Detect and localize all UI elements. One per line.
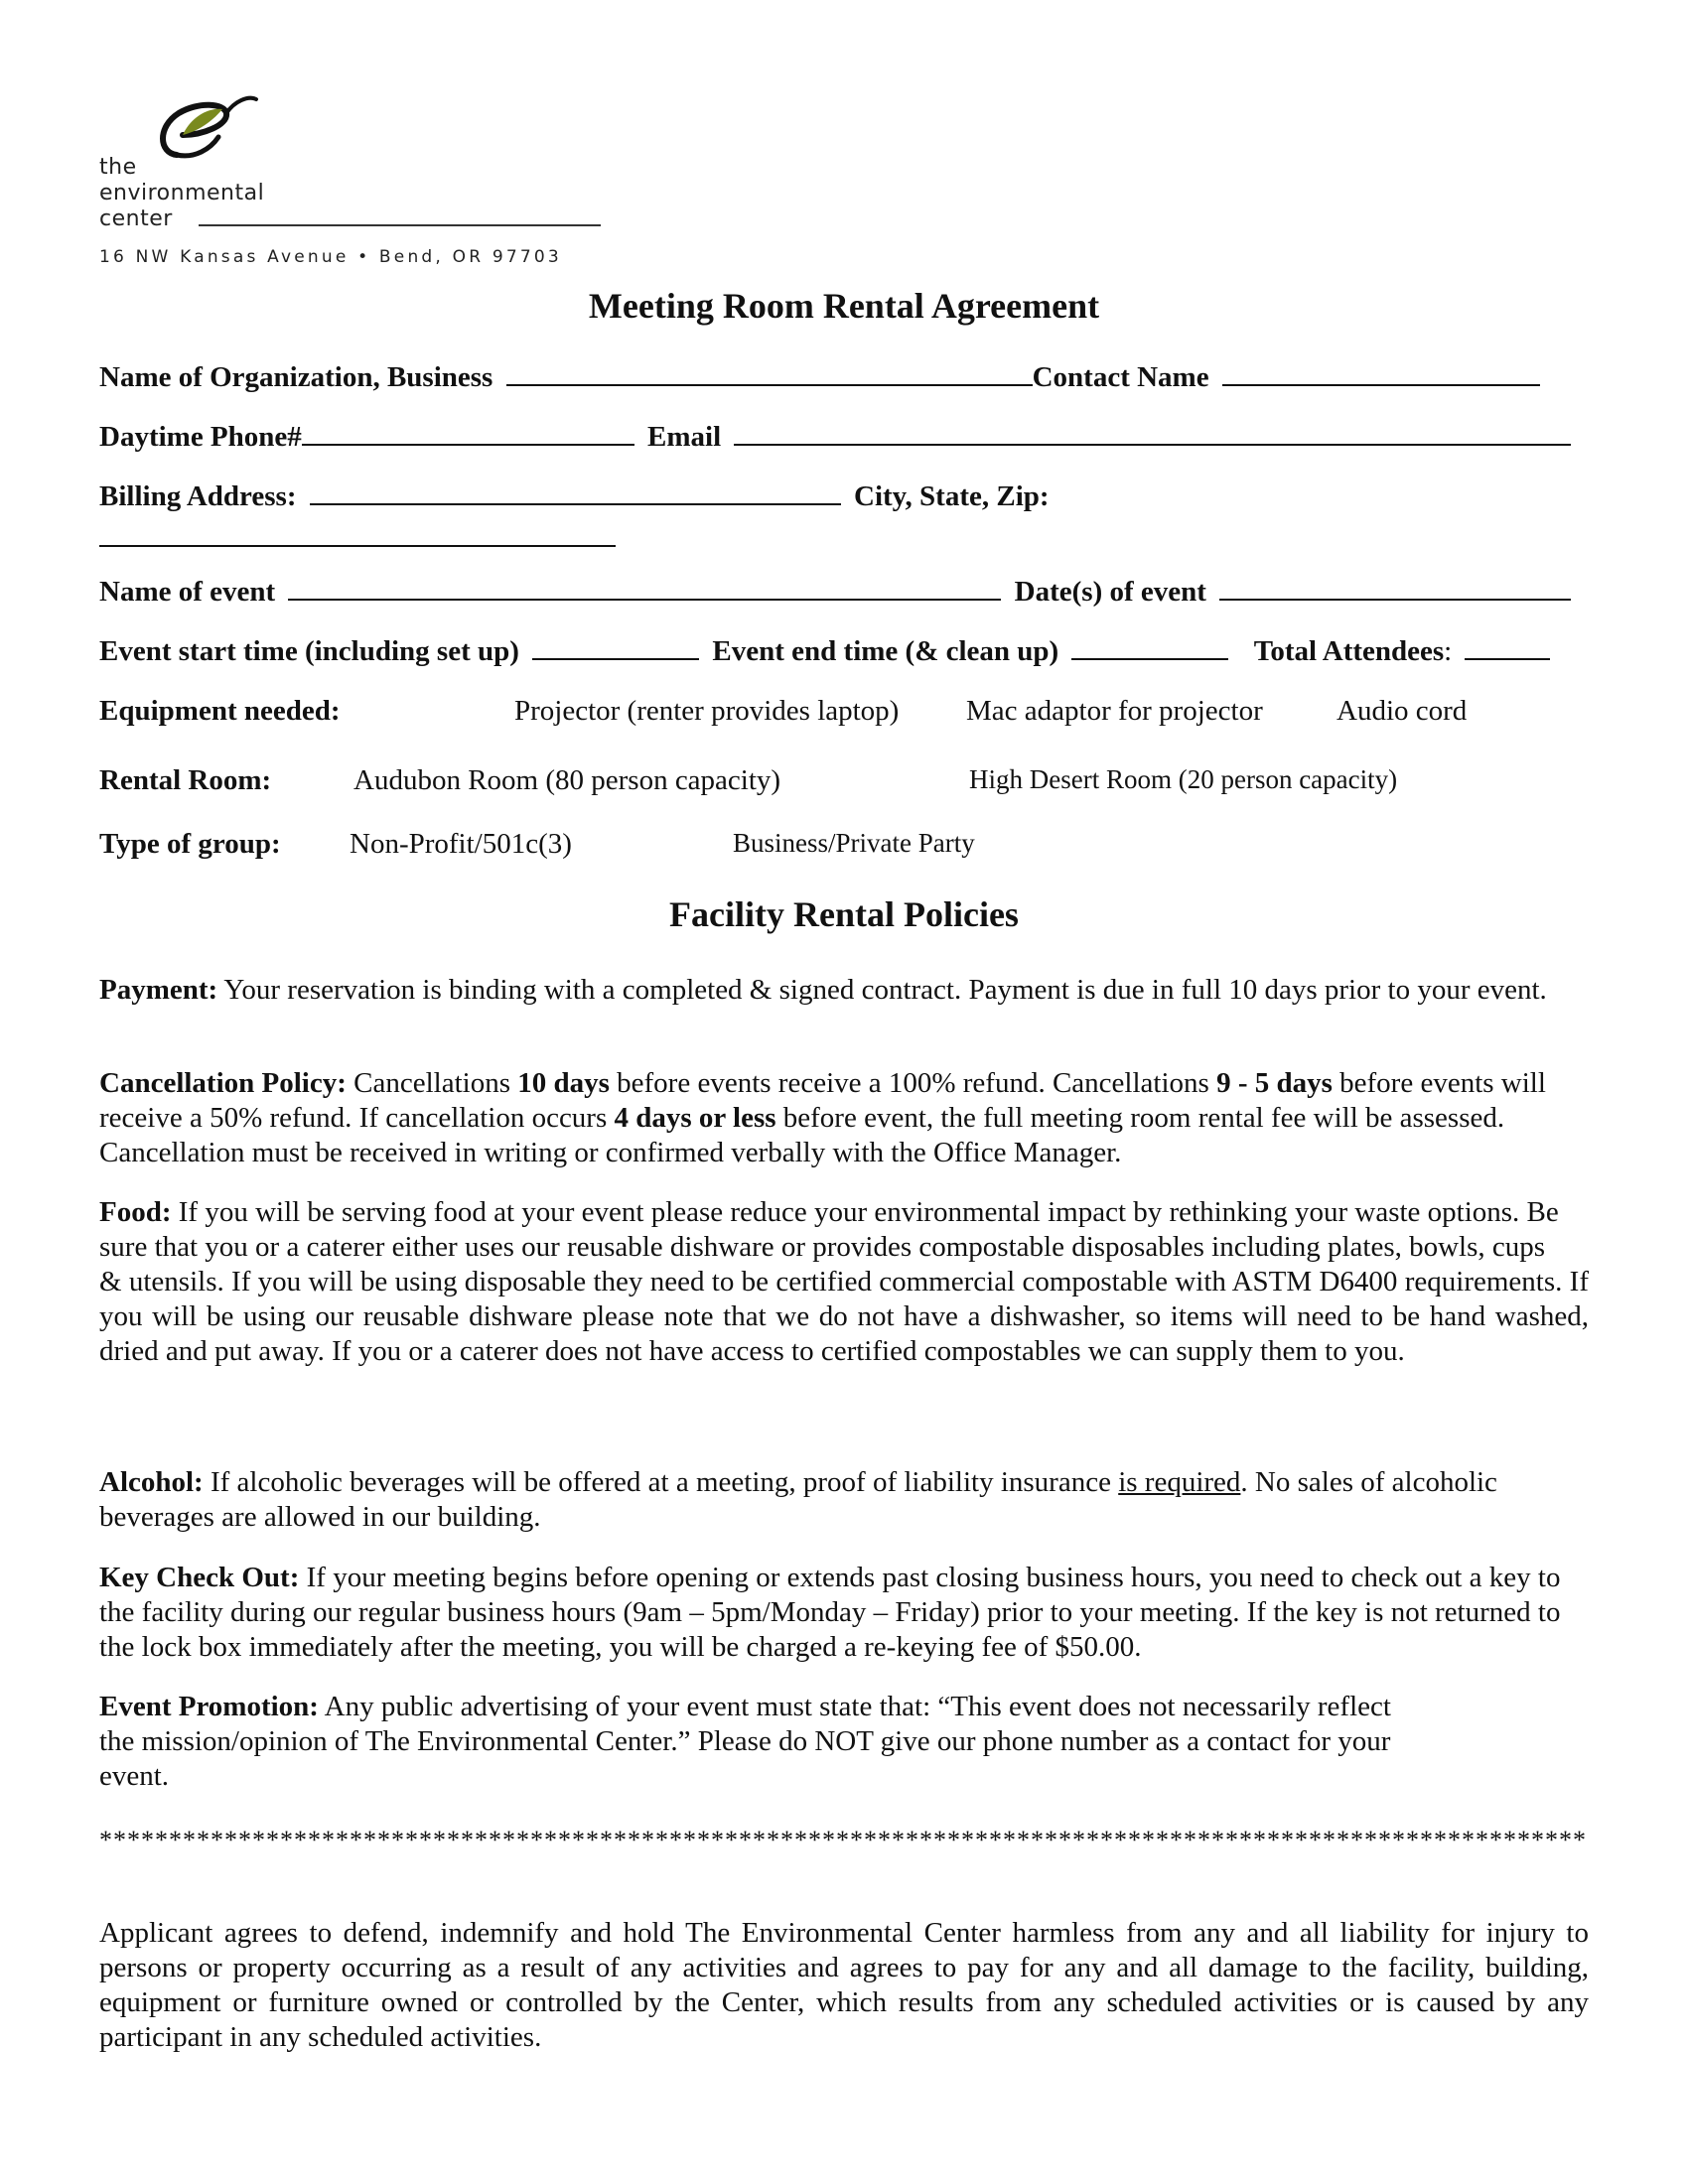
cancellation-emphasis: 9 - 5 days	[1216, 1067, 1333, 1099]
cancellation-text: before events will receive a 50% refund. If cancellation occurs	[99, 1067, 1546, 1134]
equipment-option-mac-adaptor[interactable]: Mac adaptor for projector	[966, 695, 1263, 727]
email-label: Email	[647, 421, 722, 453]
organization-label: Name of Organization, Business	[99, 361, 493, 393]
organization-name	[99, 155, 264, 232]
org-name-line: center	[99, 206, 173, 231]
food-paragraph-first	[99, 1195, 1589, 1265]
email-field[interactable]	[734, 422, 1571, 446]
daytime-phone-field[interactable]	[302, 422, 634, 446]
group-option-business[interactable]: Business/Private Party	[733, 828, 975, 858]
cancellation-text: before event, the full meeting room rental fee will be assessed. Cancellation must be received in writing or confirmed verbally with the Office Manager.	[99, 1102, 1505, 1168]
contact-name-field[interactable]	[1222, 362, 1540, 386]
form-row-phone-email	[99, 421, 1589, 454]
form-row-equipment	[99, 695, 1589, 735]
cancellation-heading: Cancellation Policy:	[99, 1067, 347, 1099]
cancellation-emphasis: 10 days	[517, 1067, 610, 1099]
alcohol-heading: Alcohol:	[99, 1466, 204, 1498]
event-name-field[interactable]	[288, 577, 1001, 601]
organization-address: 16 NW Kansas Avenue • Bend, OR 97703	[99, 247, 562, 267]
rental-room-label: Rental Room:	[99, 764, 272, 796]
policies-title: Facility Rental Policies	[669, 894, 1019, 934]
org-name-line: the	[99, 155, 137, 180]
payment-heading: Payment:	[99, 974, 218, 1006]
end-time-label: Event end time (& clean up)	[712, 635, 1059, 667]
cancellation-text: Cancellations	[346, 1067, 518, 1099]
indemnity-clause: Applicant agrees to defend, indemnify and hold The Environmental Center harmless from any and all liability for injury to persons or property occurring as a result of any activities and agrees to pay for any and all damage to the facility, building, equipment or furniture owned or controlled by the Center, which results from any scheduled activities or is caused by any participant in any scheduled activities.	[99, 1917, 1589, 2053]
policy-key-checkout	[99, 1561, 1589, 1665]
policy-event-promotion	[99, 1690, 1589, 1794]
organization-field[interactable]	[506, 362, 1033, 386]
equipment-label: Equipment needed:	[99, 695, 341, 727]
alcohol-text: . No sales of alcoholic beverages are allowed in our building.	[99, 1466, 1497, 1533]
food-paragraph-second: & utensils. If you will be using disposable they need to be certified commercial compostable with ASTM D6400 requirements. If you will be using our reusable dishware please note that we do not have a dishwasher, so items will need to be hand washed, dried and put away. If you or a caterer does not have access to certified compostables we can supply them to you.	[99, 1266, 1589, 1367]
group-option-nonprofit[interactable]: Non-Profit/501c(3)	[350, 828, 572, 860]
key-checkout-text: If your meeting begins before opening or extends past closing business hours, you need to check out a key to the facility during our regular business hours (9am – 5pm/Monday – Friday) prior to your meeting. If the key is not returned to the lock box immediately after the meeting, you will be charged a re-keying fee of $50.00.	[99, 1562, 1561, 1663]
billing-address-field[interactable]	[310, 481, 841, 505]
contact-name-label: Contact Name	[1032, 361, 1209, 393]
promotion-line: event.	[99, 1760, 170, 1792]
food-text: If you will be serving food at your event please reduce your environmental impact by rethinking your waste options. Be sure that you or a caterer either uses our reusable dishware or provides compostable disposables including plates, bowls, cups	[99, 1196, 1559, 1263]
policy-cancellation	[99, 1066, 1589, 1170]
event-name-label: Name of event	[99, 576, 276, 608]
policy-payment	[99, 973, 1589, 1008]
total-attendees-field[interactable]	[1465, 636, 1550, 660]
equipment-option-audio-cord[interactable]: Audio cord	[1336, 695, 1468, 727]
form-row-rental-room	[99, 764, 1589, 804]
separator-stars: ***********************************************************************************************************	[99, 1826, 1587, 1854]
end-time-field[interactable]	[1071, 636, 1228, 660]
start-time-label: Event start time (including set up)	[99, 635, 519, 667]
room-option-high-desert[interactable]: High Desert Room (20 person capacity)	[969, 764, 1398, 794]
payment-text: Your reservation is binding with a completed & signed contract. Payment is due in full 10 days prior to your event.	[217, 974, 1547, 1006]
org-name-line: environmental	[99, 181, 265, 205]
promotion-line	[99, 1690, 1589, 1724]
room-option-audubon[interactable]: Audubon Room (80 person capacity)	[353, 764, 781, 796]
promotion-text: Any public advertising of your event must state that: “This event does not necessarily reflect	[318, 1691, 1391, 1722]
group-type-label: Type of group:	[99, 828, 281, 860]
promotion-line: the mission/opinion of The Environmental Center.” Please do NOT give our phone number as a contact for your	[99, 1725, 1391, 1757]
policy-food	[99, 1195, 1589, 1369]
daytime-phone-label: Daytime Phone#	[99, 421, 302, 453]
form-row-event-times	[99, 635, 1589, 668]
key-checkout-heading: Key Check Out:	[99, 1562, 300, 1593]
city-state-zip-field[interactable]	[99, 523, 616, 547]
event-dates-field[interactable]	[1219, 577, 1571, 601]
form-row-group-type	[99, 828, 1589, 868]
equipment-option-projector[interactable]: Projector (renter provides laptop)	[514, 695, 900, 727]
cancellation-text: before events receive a 100% refund. Cancellations	[609, 1067, 1217, 1099]
alcohol-required-underlined: is required	[1118, 1466, 1241, 1498]
form-row-organization	[99, 361, 1589, 394]
food-heading: Food:	[99, 1196, 172, 1228]
cancellation-emphasis: 4 days or less	[614, 1102, 776, 1134]
alcohol-text: If alcoholic beverages will be offered at a meeting, proof of liability insurance	[203, 1466, 1119, 1498]
total-attendees-label: Total Attendees	[1253, 635, 1445, 667]
total-attendees-colon: :	[1444, 635, 1453, 667]
form-row-billing	[99, 480, 1589, 513]
letterhead	[99, 91, 616, 280]
form-row-event-name	[99, 576, 1589, 609]
billing-address-label: Billing Address:	[99, 480, 297, 512]
city-state-zip-label: City, State, Zip:	[854, 480, 1050, 512]
promotion-heading: Event Promotion:	[99, 1691, 319, 1722]
policy-alcohol	[99, 1465, 1589, 1535]
form-row-city-line	[99, 522, 1589, 555]
document-title: Meeting Room Rental Agreement	[588, 286, 1100, 326]
event-dates-label: Date(s) of event	[1014, 576, 1206, 608]
start-time-field[interactable]	[532, 636, 699, 660]
